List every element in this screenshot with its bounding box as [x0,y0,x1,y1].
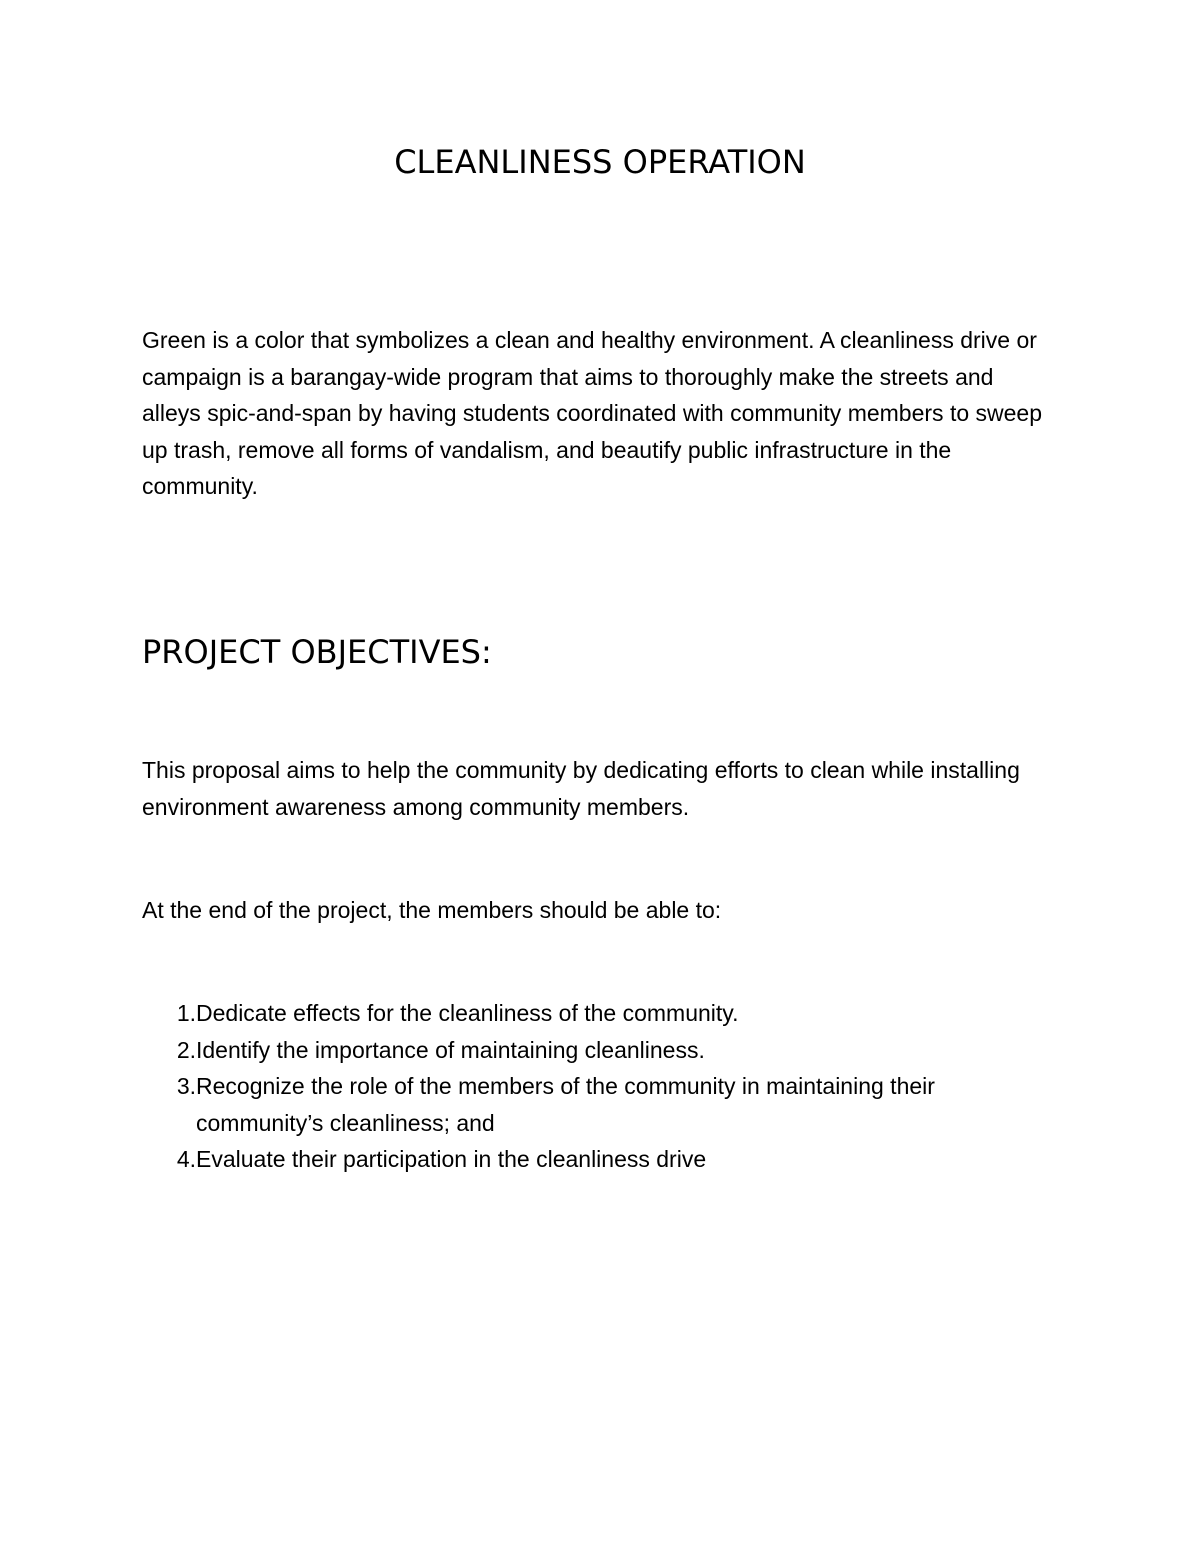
list-item [142,1141,1042,1178]
section-heading-project-objectives: PROJECT OBJECTIVES: [142,633,492,671]
list-item-text: Recognize the role of the members of the community in maintaining their community’s cleanliness; and [196,1073,935,1136]
list-item [142,1032,1042,1069]
list-item-text: Evaluate their participation in the cleanliness drive [196,1146,707,1172]
objectives-list [142,995,1042,1178]
intro-paragraph: Green is a color that symbolizes a clean and healthy environment. A cleanliness drive or campaign is a barangay-wide program that aims to thoroughly make the streets and alleys spic-and-span by having students coordinated with community members to sweep up trash, remove all forms of vandalism, and beautify public infrastructure in the community. [142,327,1042,499]
list-item-number: 3. [176,1073,196,1099]
document-title: CLEANLINESS OPERATION [394,143,806,181]
list-item-text: Dedicate effects for the cleanliness of the community. [196,1000,739,1026]
list-item-text: Identify the importance of maintaining cleanliness. [196,1036,705,1063]
list-item [142,995,1042,1032]
list-item-number: 1. [176,1000,196,1026]
list-item-number: 4. [176,1146,196,1172]
proposal-paragraph: This proposal aims to help the community by dedicating efforts to clean while installing environment awareness among community members. [142,757,1020,820]
list-item [142,1068,1042,1141]
list-item-number: 2. [176,1036,196,1063]
end-of-project-line: At the end of the project, the members should be able to: [142,897,722,923]
